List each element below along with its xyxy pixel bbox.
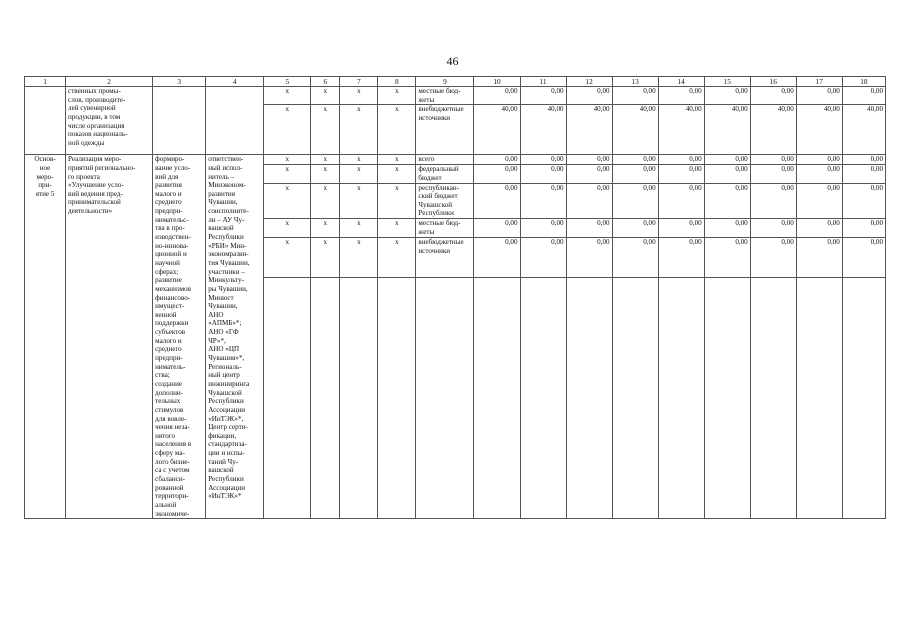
funding-source: федеральный бюджет [416, 165, 474, 183]
amount-cell: 0,00 [566, 183, 612, 219]
amount-cell: 0,00 [520, 219, 566, 238]
amount-cell: 40,00 [566, 105, 612, 155]
amount-cell: 0,00 [474, 155, 520, 165]
amount-cell: 0,00 [842, 165, 885, 183]
column-header-16: 16 [750, 77, 796, 87]
amount-cell: 0,00 [474, 238, 520, 278]
funding-source: всего [416, 155, 474, 165]
x-cell: x [340, 87, 378, 105]
column-header-3: 3 [153, 77, 206, 87]
column-header-13: 13 [612, 77, 658, 87]
amount-cell: 40,00 [520, 105, 566, 155]
amount-cell: 40,00 [704, 105, 750, 155]
x-cell: x [378, 183, 416, 219]
funding-source: внебюджетные источники [416, 105, 474, 155]
x-cell: x [378, 155, 416, 165]
empty-cell [264, 278, 311, 519]
amount-cell: 0,00 [566, 165, 612, 183]
amount-cell: 40,00 [842, 105, 885, 155]
amount-cell: 0,00 [520, 238, 566, 278]
activity-name: Реализация меро- приятий регионально- го проекта «Улучшение усло- вий ведения пред- принимательской деятельности» [66, 155, 153, 519]
column-header-1: 1 [25, 77, 66, 87]
amount-cell: 0,00 [474, 165, 520, 183]
x-cell: x [378, 87, 416, 105]
activity-goal: формиро- вание усло- вий для развития малого и среднего предпри- нимательс- тва в про- изводствен- но-иннова- ционной и научной сферах; развитие механизмов финансово- имущест- венной поддержки субъектов малого и среднего предпри- ниматель- ства; создание дополни- тельных стимулов для вовле- чения неза- нятого населения в сферу ма- лого бизне- са с учетом сбаланси- рованной территори- альной экономиче- [153, 155, 206, 519]
empty-cell [658, 278, 704, 519]
column-header-9: 9 [416, 77, 474, 87]
x-cell: x [311, 165, 340, 183]
amount-cell: 0,00 [474, 183, 520, 219]
x-cell: x [264, 87, 311, 105]
amount-cell: 0,00 [842, 183, 885, 219]
amount-cell: 0,00 [704, 238, 750, 278]
x-cell: x [340, 183, 378, 219]
x-cell: x [340, 238, 378, 278]
activity-name: ственных промы- слов, производите- лей сувенирной продукции, в том числе организация показов националь- ной одежды [66, 87, 153, 155]
x-cell: x [311, 183, 340, 219]
amount-cell: 0,00 [796, 165, 842, 183]
amount-cell: 0,00 [658, 87, 704, 105]
amount-cell: 0,00 [750, 238, 796, 278]
x-cell: x [311, 238, 340, 278]
amount-cell: 0,00 [566, 238, 612, 278]
column-header-18: 18 [842, 77, 885, 87]
amount-cell: 40,00 [750, 105, 796, 155]
budget-table [24, 76, 886, 519]
amount-cell: 0,00 [796, 87, 842, 105]
amount-cell: 0,00 [750, 165, 796, 183]
x-cell: x [311, 219, 340, 238]
amount-cell: 0,00 [520, 87, 566, 105]
amount-cell: 0,00 [520, 183, 566, 219]
column-header-15: 15 [704, 77, 750, 87]
empty-cell [474, 278, 520, 519]
amount-cell: 0,00 [612, 183, 658, 219]
activity-number: Основ- ное меро- при- ятие 5 [25, 155, 66, 519]
empty-cell [340, 278, 378, 519]
amount-cell: 0,00 [704, 165, 750, 183]
column-header-11: 11 [520, 77, 566, 87]
empty-cell [311, 278, 340, 519]
amount-cell: 0,00 [658, 155, 704, 165]
funding-source: внебюджетные источники [416, 238, 474, 278]
table-row [25, 155, 886, 165]
amount-cell: 40,00 [658, 105, 704, 155]
x-cell: x [378, 105, 416, 155]
x-cell: x [378, 165, 416, 183]
x-cell: x [264, 238, 311, 278]
x-cell: x [378, 238, 416, 278]
column-header-12: 12 [566, 77, 612, 87]
amount-cell: 0,00 [704, 155, 750, 165]
amount-cell: 0,00 [566, 87, 612, 105]
empty-cell [750, 278, 796, 519]
header-row [25, 77, 886, 87]
table-row [25, 87, 886, 105]
empty-cell [842, 278, 885, 519]
amount-cell: 0,00 [658, 219, 704, 238]
amount-cell: 0,00 [566, 155, 612, 165]
amount-cell: 0,00 [842, 155, 885, 165]
x-cell: x [311, 105, 340, 155]
column-header-14: 14 [658, 77, 704, 87]
page-number: 46 [446, 54, 459, 68]
activity-number [25, 87, 66, 155]
empty-cell [566, 278, 612, 519]
amount-cell: 40,00 [474, 105, 520, 155]
x-cell: x [311, 87, 340, 105]
amount-cell: 0,00 [612, 219, 658, 238]
amount-cell: 0,00 [474, 219, 520, 238]
amount-cell: 0,00 [704, 87, 750, 105]
x-cell: x [264, 155, 311, 165]
funding-source: местные бюд- жеты [416, 87, 474, 105]
empty-cell [796, 278, 842, 519]
amount-cell: 0,00 [842, 87, 885, 105]
amount-cell: 0,00 [612, 238, 658, 278]
amount-cell: 0,00 [704, 219, 750, 238]
x-cell: x [311, 155, 340, 165]
empty-cell [378, 278, 416, 519]
x-cell: x [378, 219, 416, 238]
column-header-7: 7 [340, 77, 378, 87]
empty-cell [416, 278, 474, 519]
x-cell: x [340, 155, 378, 165]
empty-cell [612, 278, 658, 519]
amount-cell: 0,00 [750, 155, 796, 165]
amount-cell: 0,00 [566, 219, 612, 238]
amount-cell: 0,00 [796, 183, 842, 219]
amount-cell: 0,00 [796, 155, 842, 165]
column-header-8: 8 [378, 77, 416, 87]
column-header-17: 17 [796, 77, 842, 87]
amount-cell: 0,00 [750, 87, 796, 105]
amount-cell: 0,00 [612, 87, 658, 105]
amount-cell: 0,00 [612, 155, 658, 165]
column-header-2: 2 [66, 77, 153, 87]
amount-cell: 40,00 [796, 105, 842, 155]
amount-cell: 0,00 [474, 87, 520, 105]
amount-cell: 0,00 [520, 155, 566, 165]
amount-cell: 0,00 [796, 238, 842, 278]
amount-cell: 40,00 [612, 105, 658, 155]
amount-cell: 0,00 [842, 238, 885, 278]
x-cell: x [340, 219, 378, 238]
funding-source: местные бюд- жеты [416, 219, 474, 238]
amount-cell: 0,00 [704, 183, 750, 219]
amount-cell: 0,00 [658, 238, 704, 278]
funding-source: республикан- ский бюджет Чувашской Республики [416, 183, 474, 219]
column-header-10: 10 [474, 77, 520, 87]
amount-cell: 0,00 [842, 219, 885, 238]
responsible-executor: ответствен- ный испол- нитель – Минэконом- развития Чувашии, соисполните- ли – АУ Чу- вашской Республики «РБИ» Мин- экономразви- тия Чувашии, участники – Минкульту- ры Чувашии, Минюст Чувашии, АНО «АПМБ»*; АНО «ГФ ЧР»*, АНО «ЦП Чувашия»*, Региональ- ный центр инжиниринга Чувашской Республики Ассоциации «ИнТЭК»*, Центр серти- фикации, стандартиза- ции и испы- таний Чу- вашской Республики Ассоциации «ИнТЭК»* [206, 155, 264, 519]
amount-cell: 0,00 [658, 183, 704, 219]
x-cell: x [264, 165, 311, 183]
x-cell: x [264, 183, 311, 219]
empty-cell [520, 278, 566, 519]
amount-cell: 0,00 [520, 165, 566, 183]
column-header-4: 4 [206, 77, 264, 87]
amount-cell: 0,00 [612, 165, 658, 183]
column-header-6: 6 [311, 77, 340, 87]
activity-goal [153, 87, 206, 155]
x-cell: x [340, 165, 378, 183]
x-cell: x [340, 105, 378, 155]
empty-cell [704, 278, 750, 519]
column-header-5: 5 [264, 77, 311, 87]
x-cell: x [264, 219, 311, 238]
amount-cell: 0,00 [750, 183, 796, 219]
x-cell: x [264, 105, 311, 155]
amount-cell: 0,00 [796, 219, 842, 238]
amount-cell: 0,00 [750, 219, 796, 238]
amount-cell: 0,00 [658, 165, 704, 183]
responsible-executor [206, 87, 264, 155]
